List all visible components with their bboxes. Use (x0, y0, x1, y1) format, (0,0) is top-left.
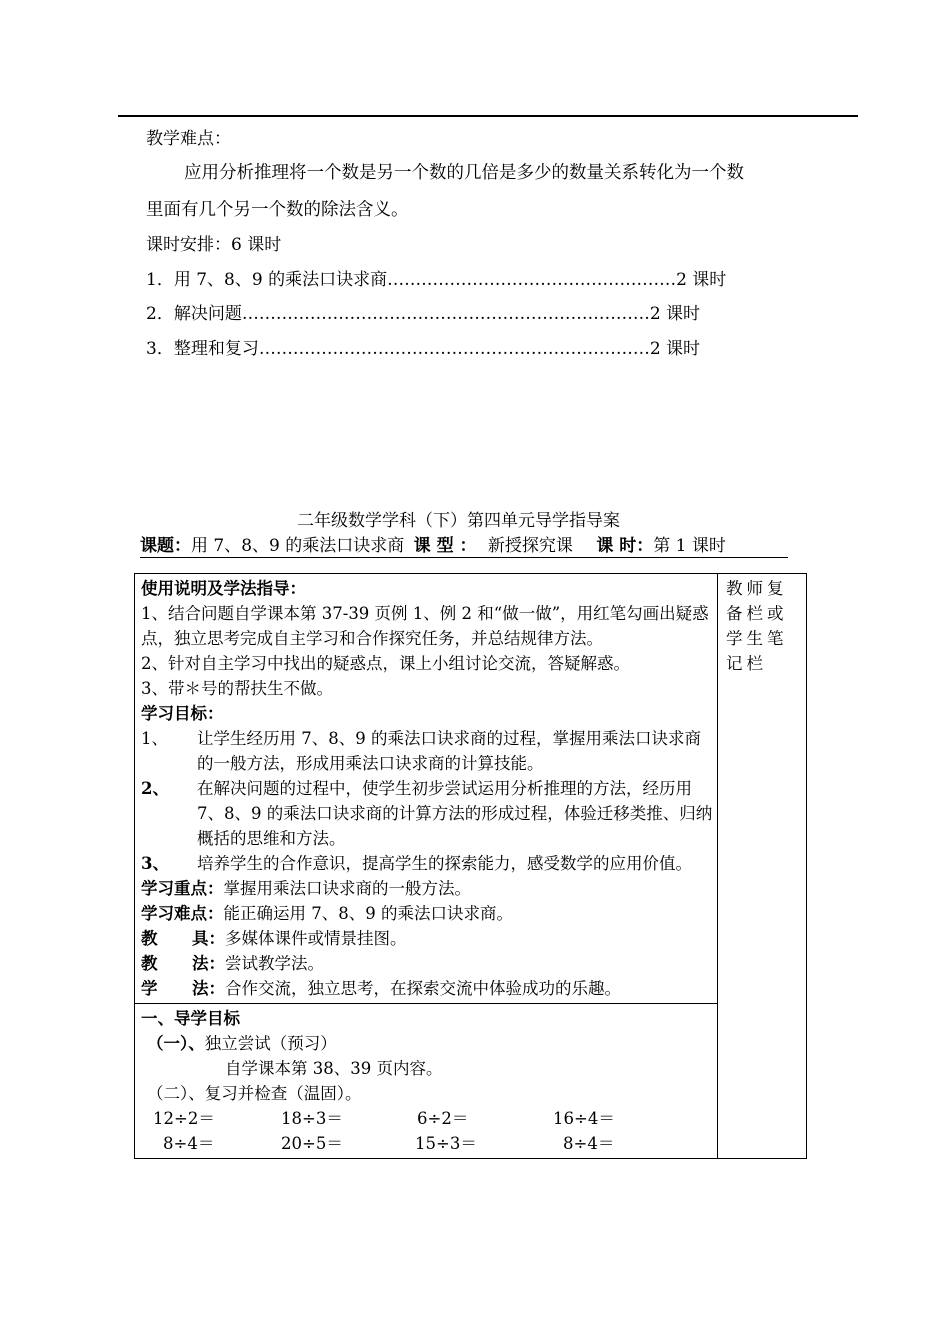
section-cell (135, 1004, 718, 1159)
calc-row (141, 1106, 713, 1131)
key-label: 学习重点： (141, 879, 224, 898)
schedule-item-hours: 2 课时 (676, 270, 727, 290)
sub-section-1-detail: 自学课本第 38、39 页内容。 (225, 1059, 443, 1078)
usage-heading: 使用说明及学法指导： (141, 579, 306, 598)
goal-item (141, 776, 713, 851)
subject-label: 课题： (140, 536, 191, 556)
hard-label: 学习难点： (141, 904, 224, 923)
goal-text: 培养学生的合作意识，提高学生的探索能力，感受数学的应用价值。 (197, 854, 692, 873)
schedule-item-hours: 2 课时 (649, 304, 701, 324)
guide-table (134, 573, 807, 1159)
calc-item: 8÷4＝ (563, 1134, 615, 1153)
usage-item: 3、带＊号的帮扶生不做。 (141, 679, 333, 698)
subject-value: 用 7、8、9 的乘法口诀求商 (191, 536, 405, 556)
schedule-item (146, 268, 726, 292)
difficulty-line-2: 里面有几个另一个数的除法含义。 (146, 200, 409, 220)
plan-subject-line (140, 535, 788, 558)
schedule-item-dots: …………………………………………… (387, 270, 677, 290)
usage-item: 2、针对自主学习中找出的疑惑点，课上小组讨论交流，答疑解惑。 (141, 654, 630, 673)
sub-section-1-text: 独立尝试（预习） (204, 1034, 337, 1053)
tools-label: 教 具： (141, 929, 225, 948)
schedule-item-dots: …………………………………………………………… (258, 339, 650, 359)
goal-number: 2、 (141, 779, 169, 798)
schedule-item (146, 302, 700, 326)
goal-text: 在解决问题的过程中，使学生初步尝试运用分析推理的方法，经历用 7、8、9 的乘法口诀求商的计算方法的形成过程，体验迁移类推、归纳概括的思维和方法。 (197, 779, 713, 848)
learn-row (141, 976, 713, 1001)
learn-label: 学 法： (141, 979, 225, 998)
type-label: 课 型 ： (413, 536, 477, 556)
calc-item: 12÷2＝ (153, 1109, 215, 1128)
schedule-item-dots: ……………………………………………………………… (241, 304, 650, 324)
difficulty-heading: 教学难点： (146, 129, 231, 149)
tools-value: 多媒体课件或情景挂图。 (224, 929, 407, 948)
teach-label: 教 法： (141, 954, 225, 973)
goals-heading: 学习目标： (141, 704, 224, 723)
schedule-item-hours: 2 课时 (649, 339, 701, 359)
sub-section-1-label: （一）、 (147, 1034, 205, 1053)
learn-value: 合作交流，独立思考，在探索交流中体验成功的乐趣。 (224, 979, 621, 998)
calc-item: 6÷2＝ (417, 1109, 469, 1128)
key-value: 掌握用乘法口诀求商的一般方法。 (223, 879, 471, 898)
usage-cell (135, 574, 718, 1004)
calc-item: 16÷4＝ (553, 1109, 615, 1128)
hard-value: 能正确运用 7、8、9 的乘法口诀求商。 (223, 904, 513, 923)
goal-item (141, 851, 713, 876)
goal-text: 让学生经历用 7、8、9 的乘法口诀求商的过程，掌握用乘法口诀求商的一般方法，形成用乘法口诀求商的计算技能。 (197, 729, 701, 773)
schedule-item-label: 3．整理和复习 (146, 339, 259, 359)
header-rule (118, 115, 858, 117)
teach-row (141, 951, 713, 976)
tools-row (141, 926, 713, 951)
sub-section-2: （二）、复习并检查（温固）。 (147, 1084, 362, 1103)
side-note-cell (718, 574, 807, 1159)
section-heading: 一、导学目标 (141, 1009, 240, 1028)
hard-point (141, 901, 713, 926)
calc-item: 15÷3＝ (415, 1134, 477, 1153)
difficulty-line-1: 应用分析推理将一个数是另一个数的几倍是多少的数量关系转化为一个数 (184, 163, 744, 183)
schedule-item-label: 1．用 7、8、9 的乘法口诀求商 (146, 270, 388, 290)
teach-value: 尝试教学法。 (224, 954, 324, 973)
schedule: 课时安排：6 课时 (146, 235, 282, 255)
key-point (141, 876, 713, 901)
calc-row (141, 1131, 713, 1156)
schedule-item-label: 2．解决问题 (146, 304, 242, 324)
goal-number: 3、 (141, 854, 169, 873)
side-note: 教师复备栏或学生笔记栏 (726, 579, 788, 673)
goal-item (141, 726, 713, 776)
calc-item: 8÷4＝ (163, 1134, 215, 1153)
sub-section-1 (141, 1031, 713, 1056)
usage-item: 1、结合问题自学课本第 37-39 页例 1、例 2 和“做一做”，用红笔勾画出疑惑点，独立思考完成自主学习和合作探究任务，并总结规律方法。 (141, 604, 709, 648)
calc-item: 20÷5＝ (281, 1134, 343, 1153)
period-value: 第 1 课时 (653, 536, 726, 556)
calc-item: 18÷3＝ (281, 1109, 343, 1128)
period-label: 课 时： (596, 536, 654, 556)
plan-title: 二年级数学学科（下）第四单元导学指导案 (297, 511, 620, 531)
type-value: 新授探究课 (487, 536, 573, 556)
goal-number: 1、 (141, 729, 168, 748)
schedule-item (146, 337, 700, 361)
